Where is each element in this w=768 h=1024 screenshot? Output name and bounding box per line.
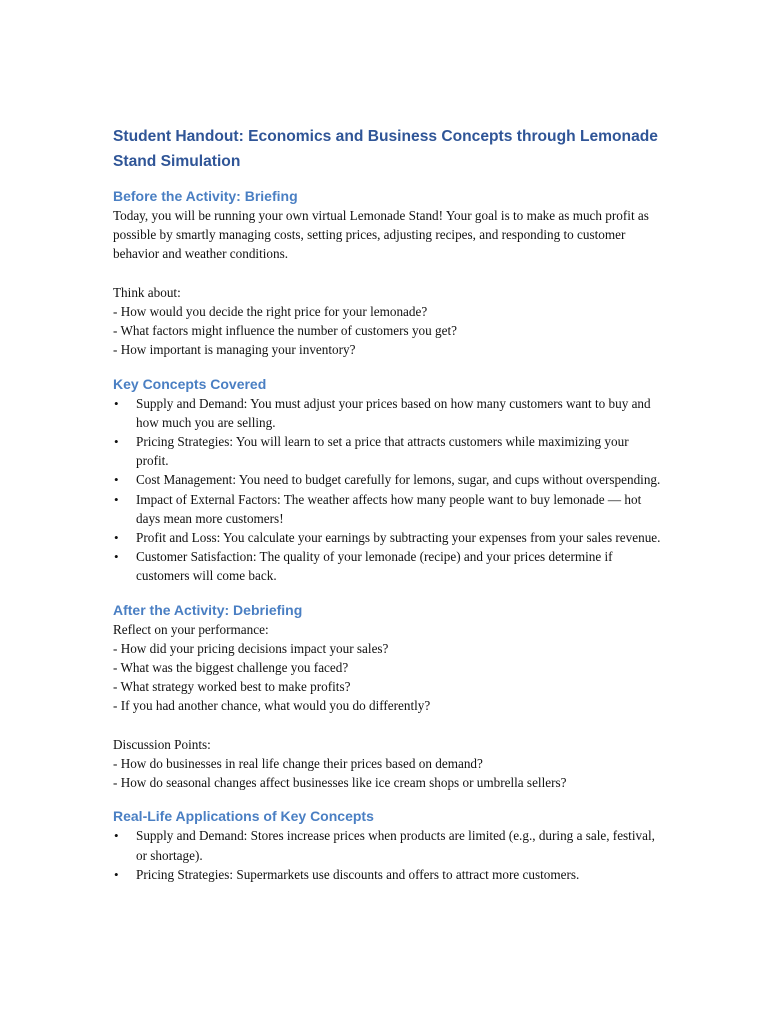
- bullet-icon: •: [114, 549, 119, 565]
- list-item-text: Supply and Demand: Stores increase prices when products are limited (e.g., during a sale, festival, or shortage).: [136, 828, 655, 863]
- key-concepts-list: [113, 394, 661, 586]
- bullet-icon: •: [114, 472, 119, 488]
- list-item: [113, 547, 661, 585]
- list-item: [113, 432, 661, 470]
- reflect-question: - What strategy worked best to make profits?: [113, 679, 351, 695]
- bullet-icon: •: [114, 395, 119, 411]
- discussion-question: - How do businesses in real life change their prices based on demand?: [113, 756, 483, 772]
- reflect-label: Reflect on your performance:: [113, 621, 269, 637]
- bullet-icon: •: [114, 434, 119, 450]
- section-heading-after-activity: After the Activity: Debriefing: [113, 601, 303, 618]
- bullet-icon: •: [114, 828, 119, 844]
- intro-paragraph: Today, you will be running your own virtual Lemonade Stand! Your goal is to make as much profit as possible by smartly managing costs, setting prices, adjusting recipes, and responding to customer behavior and weather conditions.: [113, 208, 649, 262]
- list-item: [113, 470, 661, 489]
- list-item-text: Supply and Demand: You must adjust your prices based on how many customers want to buy and how much you are selling.: [136, 395, 651, 430]
- list-item: [113, 528, 661, 547]
- list-item: [113, 394, 661, 432]
- discussion-question: - How do seasonal changes affect businesses like ice cream shops or umbrella sellers?: [113, 775, 567, 791]
- question-line: - How would you decide the right price for your lemonade?: [113, 304, 428, 319]
- bullet-icon: •: [114, 491, 119, 507]
- bullet-icon: •: [114, 530, 119, 546]
- reflect-question: - How did your pricing decisions impact your sales?: [113, 640, 389, 656]
- document-page: [113, 124, 661, 884]
- section-heading-before-activity: Before the Activity: Briefing: [113, 188, 298, 204]
- list-item-text: Impact of External Factors: The weather affects how many people want to buy lemonade — hot days mean more customers!: [136, 491, 642, 526]
- reflect-question: - What was the biggest challenge you faced?: [113, 660, 349, 676]
- list-item-text: Pricing Strategies: Supermarkets use discounts and offers to attract more customers.: [136, 866, 580, 882]
- think-about-label: Think about:: [113, 284, 181, 300]
- list-item-text: Profit and Loss: You calculate your earnings by subtracting your expenses from your sales revenue.: [136, 530, 661, 546]
- bullet-icon: •: [114, 866, 119, 882]
- section-heading-key-concepts: Key Concepts Covered: [113, 375, 267, 392]
- real-life-list: [113, 826, 661, 884]
- list-item: [113, 490, 661, 528]
- list-item: [113, 826, 661, 864]
- discussion-label: Discussion Points:: [113, 736, 211, 752]
- list-item-text: Customer Satisfaction: The quality of your lemonade (recipe) and your prices determine if customers will come back.: [136, 549, 613, 584]
- reflect-question: - If you had another chance, what would you do differently?: [113, 698, 431, 714]
- list-item-text: Cost Management: You need to budget carefully for lemons, sugar, and cups without overspending.: [136, 472, 661, 488]
- section-heading-real-life: Real-Life Applications of Key Concepts: [113, 808, 374, 825]
- document-title: Student Handout: Economics and Business Concepts through Lemonade Stand Simulation: [113, 128, 658, 170]
- question-line: - How important is managing your inventory?: [113, 342, 356, 358]
- list-item-text: Pricing Strategies: You will learn to set a price that attracts customers while maximizing your profit.: [136, 434, 629, 469]
- list-item: [113, 865, 661, 884]
- question-line: - What factors might influence the number of customers you get?: [113, 323, 457, 339]
